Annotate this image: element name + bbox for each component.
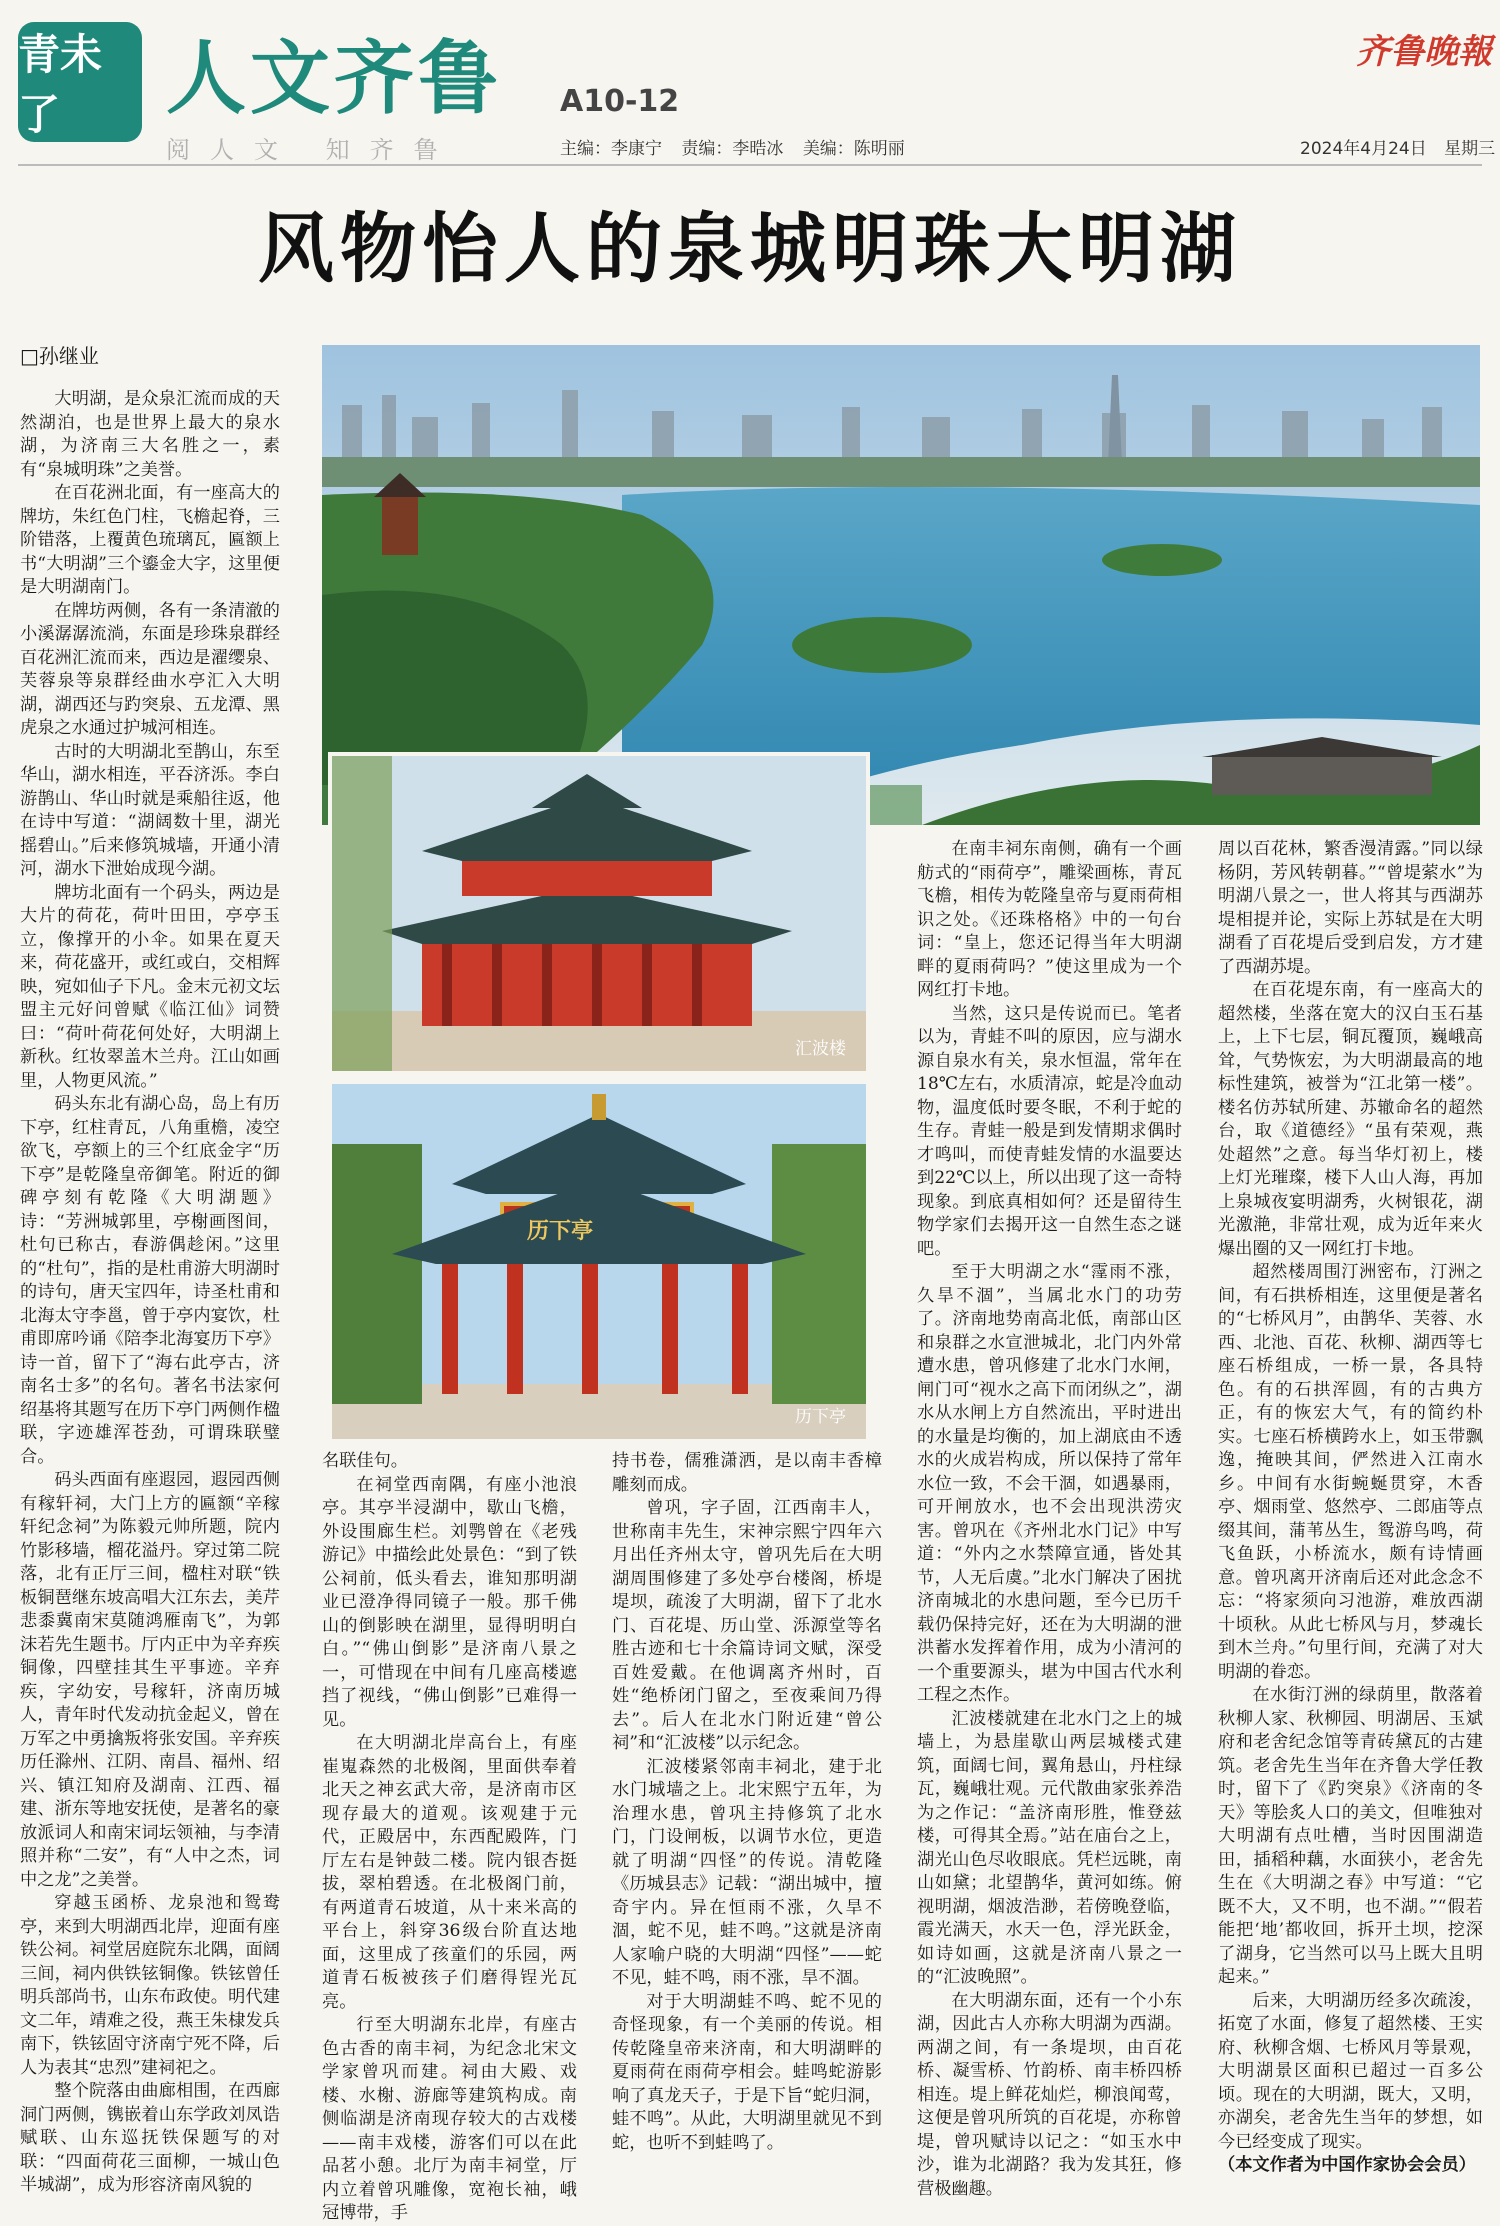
section-logo: 青未了	[18, 22, 142, 142]
paragraph: 码头西面有座遐园，遐园西侧有稼轩祠，大门上方的匾额“辛稼轩纪念祠”为陈毅元帅所题，院内竹影移墙，榴花溢丹。穿过第二院落，北有正厅三间，楹柱对联“铁板铜琶继东坡高唱大江东去，美芹悲黍冀南宋莫随鸿雁南飞”，为郭沫若先生题书。厅内正中为辛弃疾铜像，四壁挂其生平事迹。辛弃疾，字幼安，号稼轩，济南历城人，青年时代发动抗金起义，曾在万军之中勇擒叛将张安国。辛弃疾历任滁州、江阴、南昌、福州、绍兴、镇江知府及湖南、江西、福建、浙东等地安抚使，是著名的豪放派词人和南宋词坛领袖，与李清照并称“二安”，有“人中之杰，词中之龙”之美誉。	[20, 1470, 280, 1890]
pavilion-plaque: 历下亭	[527, 1218, 594, 1244]
paragraph: 对于大明湖蛙不鸣、蛇不见的奇怪现象，有一个美丽的传说。相传乾隆皇帝来济南，和大明湖畔的夏雨荷在雨荷亭相会。蛙鸣蛇游影响了真龙天子，于是下旨“蛇归洞，蛙不鸣”。从此，大明湖里就见不到蛇，也听不到蛙鸣了。	[612, 1991, 882, 2153]
newspaper-logo: 齐鲁晚報	[1356, 32, 1492, 72]
paragraph: 在祠堂西南隅，有座小池浪亭。其亭半浸湖中，歇山飞檐，外设围廊生栏。刘鹗曾在《老残游记》中描绘此处景色：“到了铁公祠前，低头看去，谁知那明湖业已澄净得同镜子一般。那千佛山的倒影映在湖里，显得明明白白。”“佛山倒影”是济南八景之一，可惜现在中间有几座高楼遮挡了视线，“佛山倒影”已难得一见。	[322, 1474, 577, 1730]
paragraph: 在南丰祠东南侧，确有一个画舫式的“雨荷亭”，雕梁画栋，青瓦飞檐，相传为乾隆皇帝与夏雨荷相识之处。《还珠格格》中的一句台词：“皇上，您还记得当年大明湖畔的夏雨荷吗？”使这里成为一个网红打卡地。	[917, 839, 1182, 1000]
paragraph: 穿越玉函桥、龙泉池和鸳鸯亭，来到大明湖西北岸，迎面有座铁公祠。祠堂居庭院东北隅，面阔三间，祠内供铁铉铜像。铁铉曾任明兵部尚书，山东布政使。明代建文二年，靖难之役，燕王朱棣发兵南下，铁铉固守济南宁死不降，后人为表其“忠烈”建祠祀之。	[20, 1893, 280, 2078]
headline: 风物怡人的泉城明珠大明湖	[258, 204, 1242, 293]
page-number: A10-12	[560, 84, 680, 119]
author-note: （本文作者为中国作家协会会员）	[1218, 2155, 1476, 2175]
column-1	[20, 388, 280, 2195]
column-5-text	[1218, 838, 1483, 2154]
column-2	[322, 1450, 577, 2223]
paragraph: 在百花堤东南，有一座高大的超然楼，坐落在宽大的汉白玉石基上，上下七层，铜瓦覆顶，巍峨高耸，气势恢宏，为大明湖最高的地标性建筑，被誉为“江北第一楼”。楼名仿苏轼所建、苏辙命名的超然台，取《道德经》“虽有荣观，燕处超然”之意。每当华灯初上，楼上灯光璀璨，楼下人山人海，再加上泉城夜宴明湖秀，火树银花，湖光激滟，非常壮观，成为近年来火爆出圈的又一网红打卡地。	[1218, 980, 1483, 1259]
paragraph: 在大明湖北岸高台上，有座崔嵬森然的北极阁，里面供奉着北天之神玄武大帝，是济南市区现存最大的道观。该观建于元代，正殿居中，东西配殿阵，门厅左右是钟鼓二楼。院内银杏挺拔，翠柏碧透。在北极阁门前，有两道青石坡道，从十来米高的平台上，斜穿36级台阶直达地面，这里成了孩童们的乐园，两道青石板被孩子们磨得锃光瓦亮。	[322, 1733, 577, 2012]
date: 2024年4月24日	[1300, 139, 1427, 159]
section-title: 人文齐鲁	[166, 32, 502, 125]
column-3-text	[612, 1450, 882, 2155]
paragraph: 持书卷，儒雅潇洒，是以南丰香樟雕刻而成。	[612, 1451, 882, 1495]
column-5	[1218, 838, 1483, 2188]
paragraph: 古时的大明湖北至鹊山，东至华山，湖水相连，平吞济泺。李白游鹊山、华山时就是乘船往返，他在诗中写道：“湖阔数十里，湖光摇碧山。”后来修筑城墙，开通小清河，湖水下泄始成现今湖。	[20, 741, 280, 879]
photo-caption: 汇波楼	[795, 1039, 846, 1059]
column-4	[917, 838, 1182, 2199]
paragraph: 后来，大明湖历经多次疏浚，拓宽了水面，修复了超然楼、王实府、秋柳含烟、七桥风月等景观，大明湖景区面积已超过一百多公顷。现在的大明湖，既大，又明，亦湖矣，老舍先生当年的梦想，如今已经变成了现实。	[1218, 1990, 1483, 2152]
paragraph: 码头东北有湖心岛，岛上有历下亭，红柱青瓦，八角重檐，凌空欲飞，亭额上的三个红底金字“历下亭”是乾隆皇帝御笔。附近的御碑亭刻有乾隆《大明湖题》诗：“芳洲城郭里，亭榭画图间，杜句已称古，春游偶趁闲。”这里的“杜句”，指的是杜甫游大明湖时的诗句，唐天宝四年，诗圣杜甫和北海太守李邕，曾于亭内宴饮，杜甫即席吟诵《陪李北海宴历下亭》诗一首，留下了“海右此亭古，济南名士多”的名句。著名书法家何绍基将其题写在历下亭门两侧作楹联，字迹雄浑苍劲，可谓珠联璧合。	[20, 1094, 280, 1467]
designer: 美编：陈明丽	[802, 139, 905, 159]
paragraph: 当然，这只是传说而已。笔者以为，青蛙不叫的原因，应与湖水源自泉水有关，泉水恒温，常年在18℃左右，水质清凉，蛇是冷血动物，温度低时要冬眠，不利于蛇的生存。青蛙一般是到发情期求偶时才鸣叫，而使青蛙发情的水温要达到22℃以上，所以出现了这一奇特现象。到底真相如何？还是留待生物学家们去揭开这一自然生态之谜吧。	[917, 1003, 1182, 1259]
paragraph: 在百花洲北面，有一座高大的牌坊，朱红色门柱，飞檐起脊，三阶错落，上覆黄色琉璃瓦，匾额上书“大明湖”三个鎏金大字，这里便是大明湖南门。	[20, 483, 280, 597]
column-1-text	[20, 388, 280, 2198]
dateline	[1300, 134, 1495, 159]
paragraph: 在牌坊两侧，各有一条清澈的小溪潺潺流淌，东面是珍珠泉群经百花洲汇流而来，西边是濯缨泉、芙蓉泉等泉群经曲水亭汇入大明湖，湖西还与趵突泉、五龙潭、黑虎泉之水通过护城河相连。	[20, 600, 280, 738]
paragraph: 整个院落由曲廊相围，在西廊洞门两侧，镌嵌着山东学政刘凤诰赋联、山东巡抚铁保题写的对联：“四面荷花三面柳，一城山色半城湖”，成为形容济南风貌的	[20, 2081, 280, 2195]
column-3	[612, 1450, 882, 2190]
paragraph: 行至大明湖东北岸，有座古色古香的南丰祠，为纪念北宋文学家曾巩而建。祠由大殿、戏楼、水榭、游廊等建筑构成。南侧临湖是济南现存较大的古戏楼——南丰戏楼，游客们可以在此品茗小憩。北厅为南丰祠堂，厅内立着曾巩雕像，宽袍长袖，峨冠博带，手	[322, 2015, 577, 2223]
paragraph: 牌坊北面有一个码头，两边是大片的荷花，荷叶田田，亭亭玉立，像撑开的小伞。如果在夏天来，荷花盛开，或红或白，交相辉映，宛如仙子下凡。金末元初文坛盟主元好问曾赋《临江仙》词赞曰：“荷叶荷花何处好，大明湖上新秋。红妆翠盖木兰舟。江山如画里，人物更风流。”	[20, 882, 280, 1091]
column-4-text	[917, 838, 1182, 2201]
photo-caption: 历下亭	[795, 1407, 846, 1427]
editor-credits	[560, 134, 919, 159]
paragraph: 在水街汀洲的绿荫里，散落着秋柳人家、秋柳园、明湖居、玉斌府和老舍纪念馆等青砖黛瓦的古建筑。老舍先生当年在齐鲁大学任教时，留下了《趵突泉》《济南的冬天》等脍炙人口的美文，但唯独对大明湖有点吐槽，当时因围湖造田，插稻种藕，水面狭小，老舍先生在《大明湖之春》中写道：“它既不大，又不明，也不湖。”“假若能把‘地’都收回，拆开土坝，挖深了湖身，它当然可以马上既大且明起来。”	[1218, 1685, 1483, 1987]
paragraph: 名联佳句。	[322, 1451, 408, 1471]
paragraph: 至于大明湖之水“霪雨不涨，久旱不涸”，当属北水门的功劳了。济南地势南高北低，南部山区和泉群之水宣泄城北，北门内外常遭水患，曾巩修建了北水门水闸，闸门可“视水之高下而闭纵之”，湖水从水闸上方自然流出，平时进出的水量是均衡的，加上湖底由不透水的火成岩构成，所以保持了常年水位一致，不会干涸，如遇暴雨，可开闸放水，也不会出现洪涝灾害。曾巩在《齐州北水门记》中写道：“外内之水禁障宣通，皆处其节，人无后虞。”北水门解决了困扰济南城北的水患问题，至今已历千载仍保持完好，还在为大明湖的泄洪蓄水发挥着作用，成为小清河的一个重要源头，堪为中国古代水利工程之杰作。	[917, 1262, 1182, 1705]
paragraph: 周以百花林，繁香漫清露。”同以绿杨阴，芳风转朝暮。”“曾堤萦水”为明湖八景之一，世人将其与西湖苏堤相提并论，实际上苏轼是在大明湖看了百花堤后受到启发，方才建了西湖苏堤。	[1218, 839, 1483, 977]
lixia-pavilion-photo	[328, 1080, 870, 1443]
chief-editor: 主编：李康宁	[560, 139, 662, 159]
paragraph: 汇波楼紧邻南丰祠北，建于北水门城墙之上。北宋熙宁五年，为治理水患，曾巩主持修筑了北水门，门设闸板，以调节水位，更造就了明湖“四怪”的传说。清乾隆《历城县志》记载：“湖出城中，擅奇宇内。异在恒雨不涨，久旱不涸，蛇不见，蛙不鸣。”这就是济南人家喻户晓的大明湖“四怪”——蛇不见，蛙不鸣，雨不涨，旱不涸。	[612, 1756, 882, 1988]
editor: 责编：李晧冰	[681, 139, 784, 159]
header-rule	[18, 164, 1482, 166]
paragraph: 在大明湖东面，还有一个小东湖，因此古人亦称大明湖为西湖。两湖之间，有一条堤坝，由百花桥、凝雪桥、竹韵桥、南丰桥四桥相连。堤上鲜花灿烂，柳浪闻莺，这便是曾巩所筑的百花堤，亦称曾堤，曾巩赋诗以记之：“如玉水中沙，谁为北湖路？我为发其狂，修营极幽趣。	[917, 1990, 1182, 2199]
huibo-tower-photo	[328, 752, 870, 1075]
paragraph: 大明湖，是众泉汇流而成的天然湖泊，也是世界上最大的泉水湖，为济南三大名胜之一，素有“泉城明珠”之美誉。	[20, 389, 280, 480]
paragraph: 汇波楼就建在北水门之上的城墙上，为悬崖歇山两层城楼式建筑，面阔七间，翼角悬山，丹柱绿瓦，巍峨壮观。元代散曲家张养浩为之作记：“盖济南形胜，惟登兹楼，可得其全焉。”站在庙台之上，湖光山色尽收眼底。凭栏远眺，南山如黛；北望鹊华，黄河如练。俯视明湖，烟波浩渺，若傍晚登临，霞光满天，水天一色，浮光跃金，如诗如画，这就是济南八景之一的“汇波晚照”。	[917, 1708, 1182, 1987]
paragraph: 曾巩，字子固，江西南丰人，世称南丰先生，宋神宗熙宁四年六月出任齐州太守，曾巩先后在大明湖周围修建了多处亭台楼阁，桥堤堤坝，疏浚了大明湖，留下了北水门、百花堤、历山堂、泺源堂等名胜古迹和七十余篇诗词文赋，深受百姓爱戴。在他调离齐州时，百姓“绝桥闭门留之，至夜乘间乃得去”。后人在北水门附近建“曾公祠”和“汇波楼”以示纪念。	[612, 1498, 882, 1753]
section-slogan: 阅人文 知齐鲁	[166, 136, 458, 164]
column-2-text	[322, 1450, 577, 2226]
weekday: 星期三	[1444, 139, 1496, 159]
byline: □孙继业	[20, 344, 99, 368]
paragraph: 超然楼周围汀洲密布，汀洲之间，有石拱桥相连，这里便是著名的“七桥风月”，由鹊华、芙蓉、水西、北池、百花、秋柳、湖西等七座石桥组成，一桥一景，各具特色。有的石拱浑圆，有的古典方正，有的恢宏大气，有的简约朴实。七座石桥横跨水上，如玉带飘逸，掩映其间，俨然进入江南水乡。中间有水街蜿蜒贯穿，木香亭、烟雨堂、悠然亭、二郎庙等点缀其间，蒲苇丛生，鸳游鸟鸣，荷飞鱼跃，小桥流水，颇有诗情画意。曾巩离开济南后还对此念念不忘：“将家须向习池游，难放西湖十顷秋。从此七桥风与月，梦魂长到木兰舟。”句里行间，充满了对大明湖的眷恋。	[1218, 1262, 1483, 1682]
